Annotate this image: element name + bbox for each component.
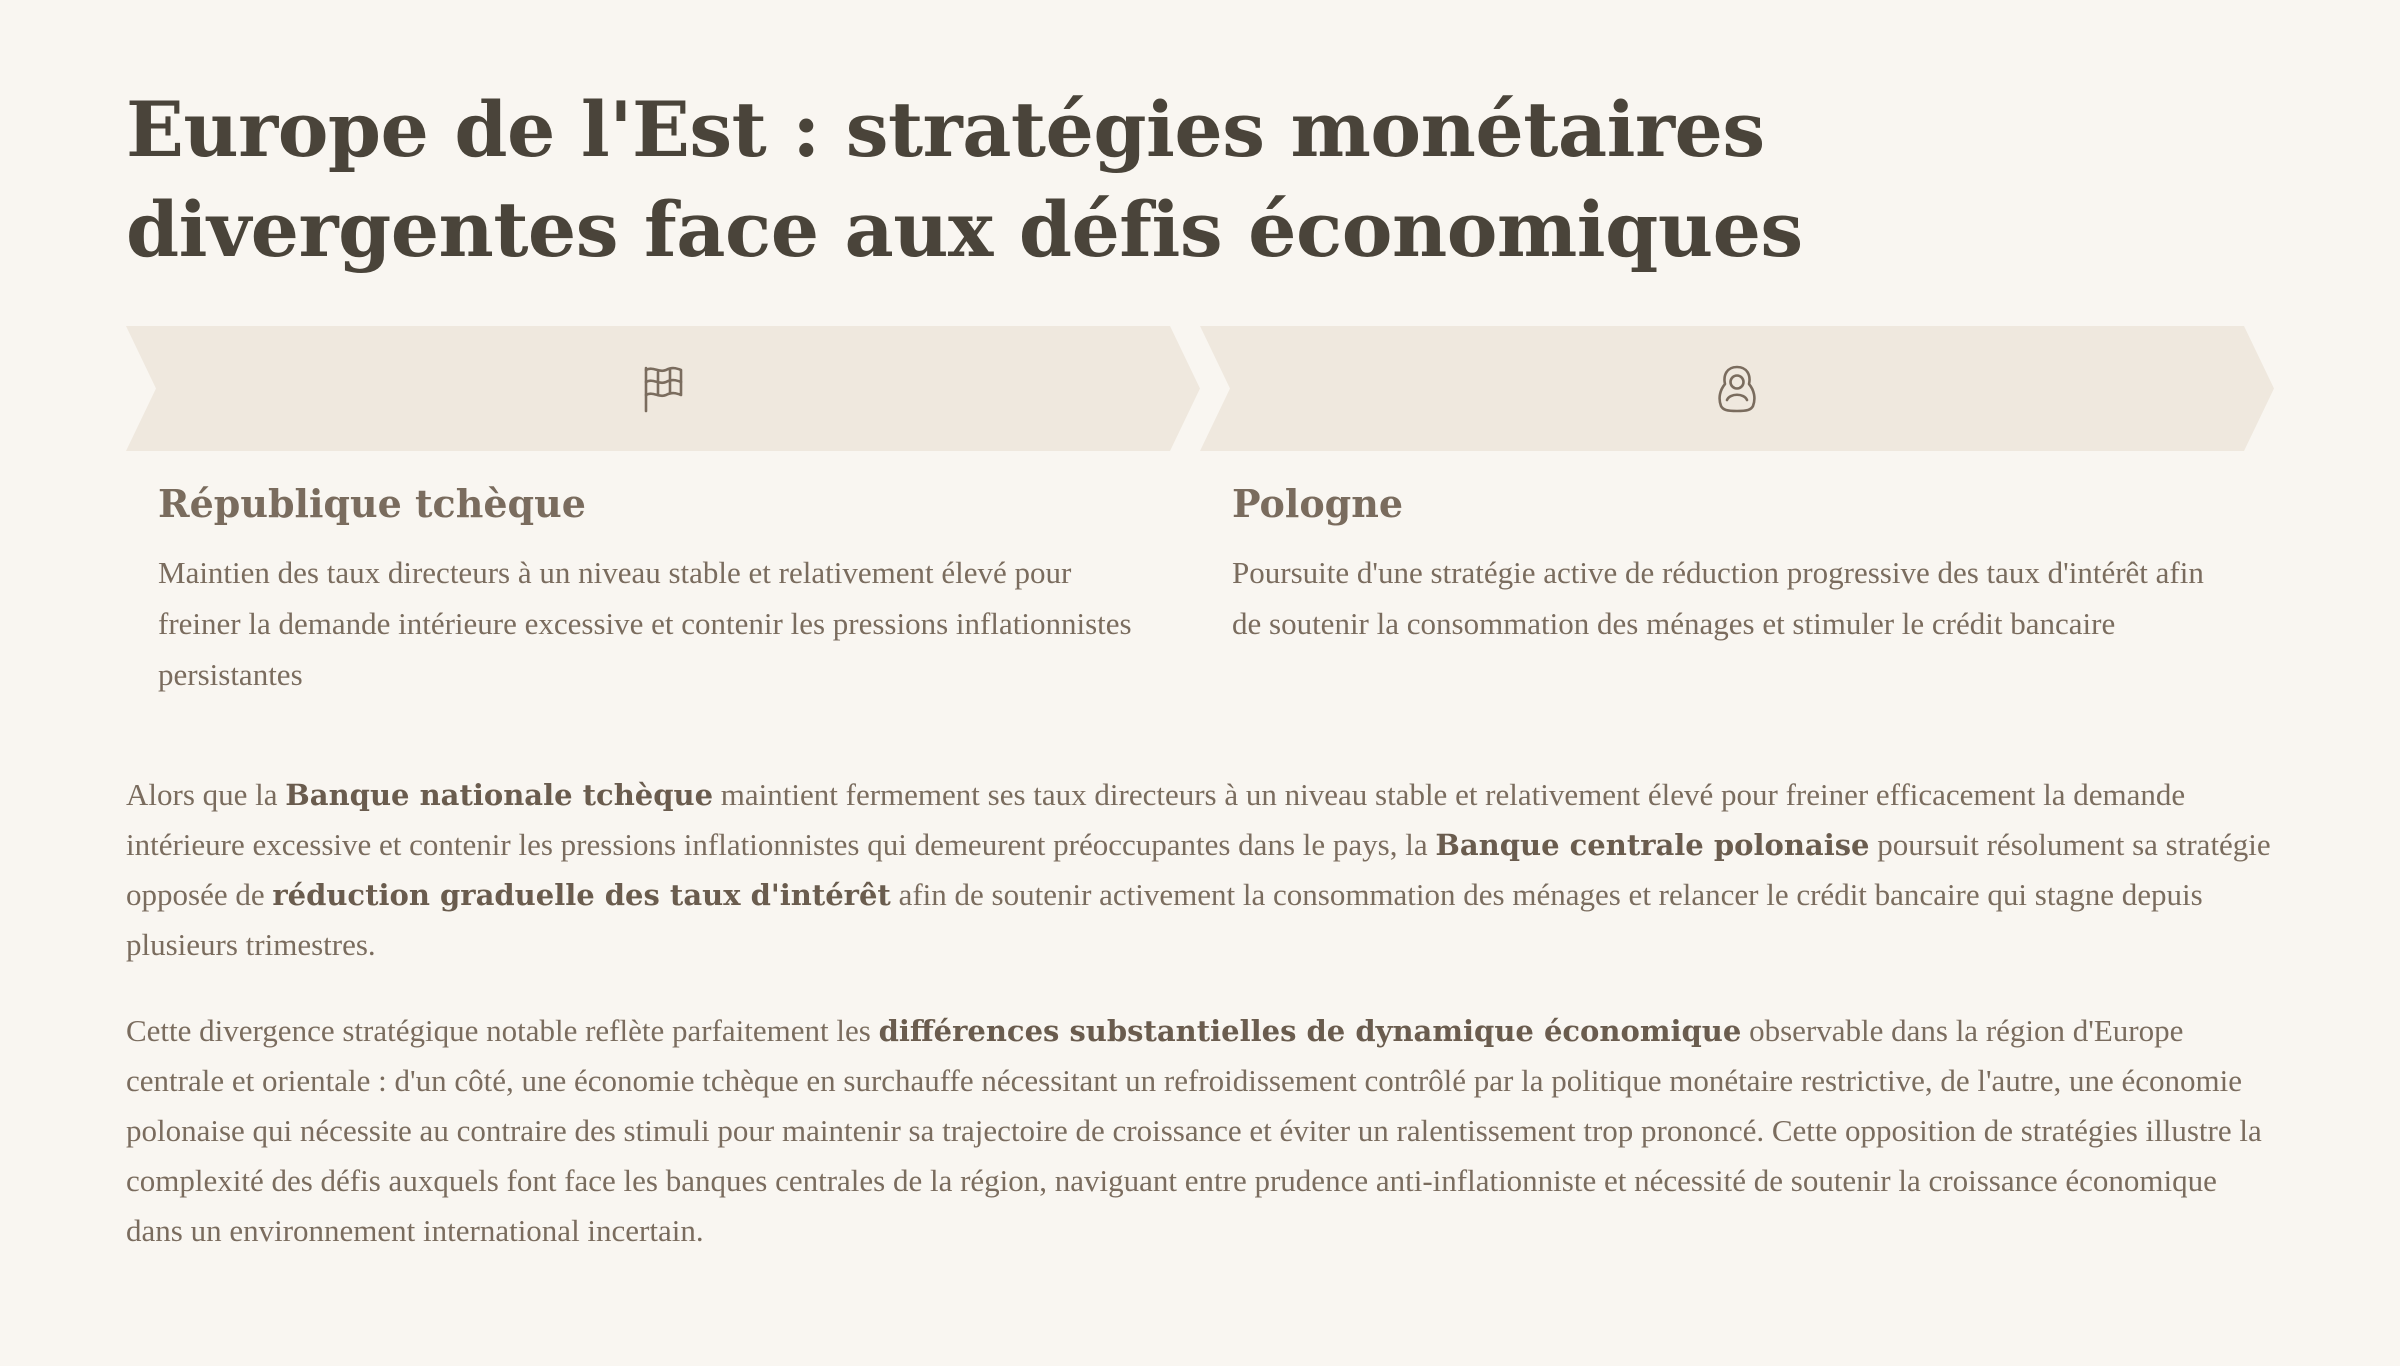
text-run: poursuit résolument sa stratégie opposée de	[126, 827, 2271, 912]
emphasis-polish-bank: Banque centrale polonaise	[1435, 828, 1870, 862]
matryoshka-icon	[1714, 364, 1760, 414]
card-title: République tchèque	[158, 481, 586, 526]
text-run: maintient fermement ses taux directeurs à un niveau stable et relativement élevé pour freiner efficacement la demande intérieure excessive et contenir les pressions inflationnistes qui demeurent préoccupantes dans le pays, la	[126, 777, 2186, 862]
card-czech-republic	[126, 326, 1200, 700]
emphasis-czech-bank: Banque nationale tchèque	[285, 778, 714, 812]
analysis-paragraph-1	[126, 770, 2274, 970]
text-run: afin de soutenir activement la consommation des ménages et relancer le crédit bancaire qui stagne depuis plusieurs trimestres.	[126, 877, 2203, 962]
comparison-cards	[126, 326, 2274, 700]
card-poland	[1200, 326, 2274, 700]
emphasis-rate-reduction: réduction graduelle des taux d'intérêt	[272, 878, 891, 912]
page-title: Europe de l'Est : stratégies monétaires divergentes face aux défis économiques	[126, 85, 1803, 274]
emphasis-economic-dynamics: différences substantielles de dynamique économique	[878, 1014, 1742, 1048]
card-header-chevron	[126, 326, 1200, 451]
card-title: Pologne	[1232, 481, 1404, 526]
card-header-chevron	[1200, 326, 2274, 451]
text-run: observable dans la région d'Europe centrale et orientale : d'un côté, une économie tchèque en surchauffe nécessitant un refroidissement contrôlé par la politique monétaire restrictive, de l'autre, une économie polonaise qui nécessite au contraire des stimuli pour maintenir sa trajectoire de croissance et éviter un ralentissement trop prononcé. Cette opposition de stratégies illustre la complexité des défis auxquels font face les banques centrales de la région, naviguant entre prudence anti-inflationniste et nécessité de soutenir la croissance économique dans un environnement international incertain.	[126, 1013, 2262, 1248]
card-description: Maintien des taux directeurs à un niveau stable et relativement élevé pour freiner la demande intérieure excessive et contenir les pressions inflationnistes persistantes	[158, 555, 1132, 692]
flag-icon	[640, 364, 686, 414]
analysis-paragraph-2	[126, 1006, 2274, 1256]
card-description: Poursuite d'une stratégie active de réduction progressive des taux d'intérêt afin de soutenir la consommation des ménages et stimuler le crédit bancaire	[1232, 555, 2204, 641]
text-run: Cette divergence stratégique notable reflète parfaitement les	[126, 1013, 879, 1048]
text-run: Alors que la	[126, 777, 286, 812]
